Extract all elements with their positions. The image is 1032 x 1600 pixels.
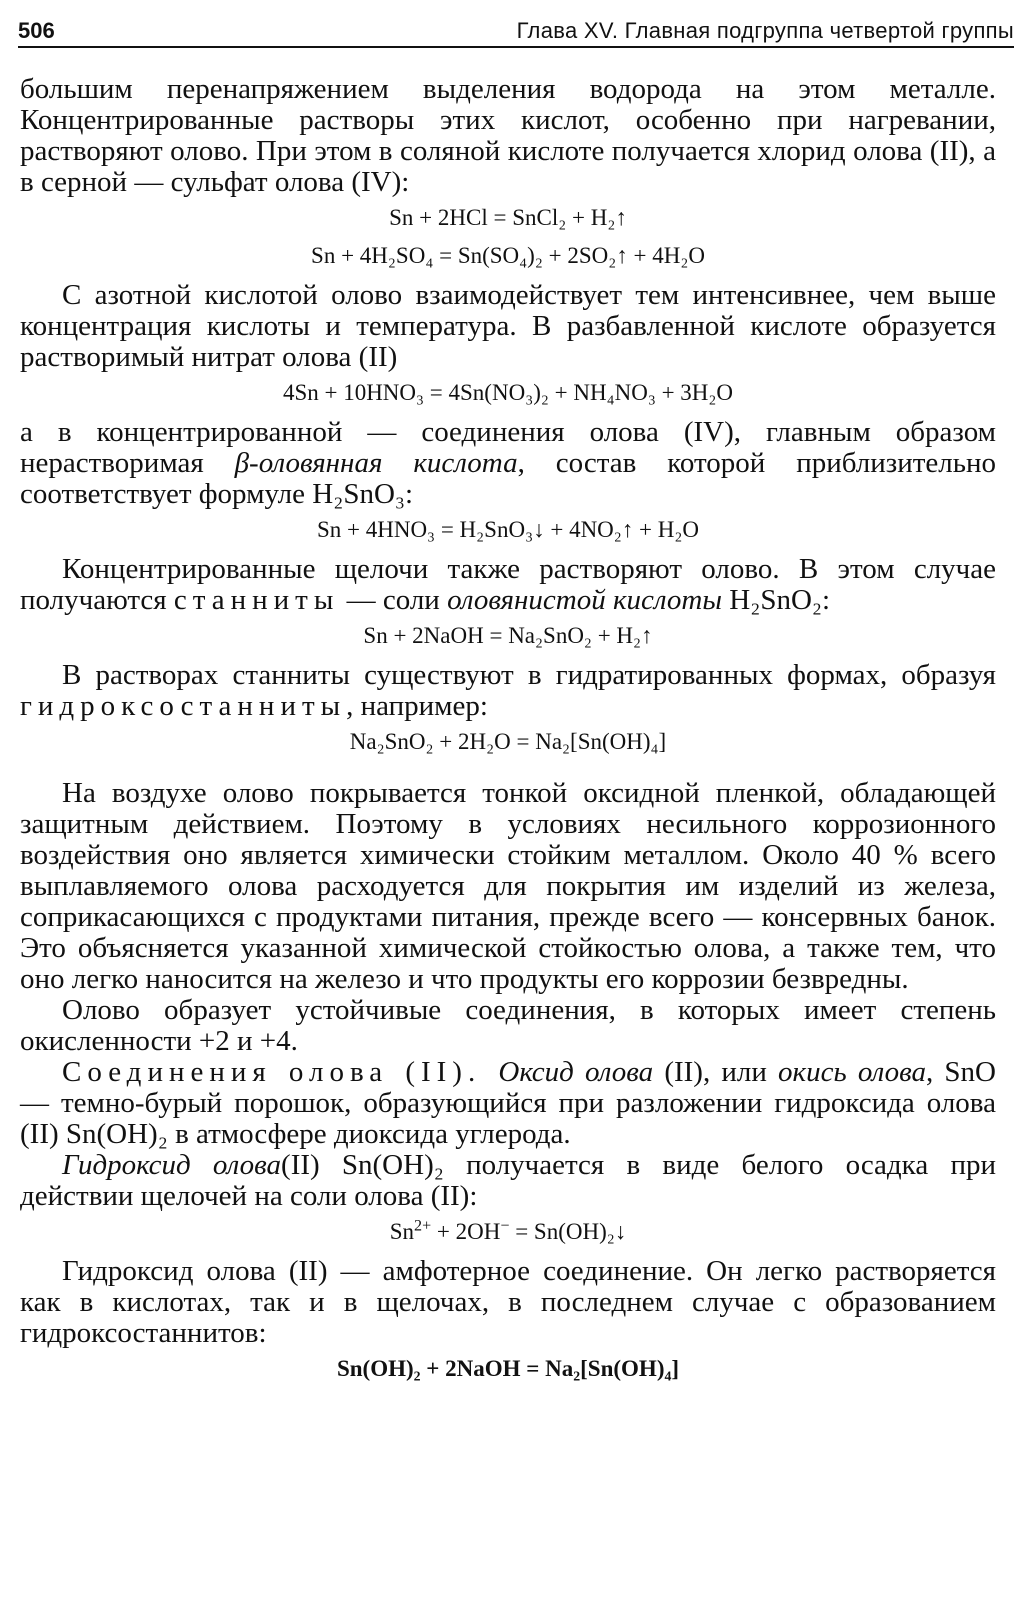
paragraph-5-part-c: , например: [346, 690, 488, 722]
paragraph-2: С азотной кислотой олово взаимодействует тем интенсивнее, чем выше концентрация кислоты и температура. В разбавленной кислоте образуется растворимый нитрат олова (II) [20, 279, 996, 373]
paragraph-4-part-a: Концентрированные щелочи также растворяют олово. В этом случае получаются [20, 553, 996, 616]
hydroxostannites-term: гидроксостанниты [20, 690, 347, 722]
body-text [20, 74, 996, 1393]
page-number: 506 [18, 18, 55, 43]
paragraph-4 [20, 554, 996, 616]
stannites-term: станниты [173, 584, 340, 616]
equation-5: Sn + 2NaOH = Na₂SnO₂ + H₂↑ [363, 623, 653, 648]
equation-7-part-b: + 2OH [431, 1219, 501, 1244]
paragraph-8 [20, 1057, 996, 1150]
equation-1: Sn + 2HCl = SnCl₂ + H₂↑ [389, 205, 627, 230]
page-header [18, 10, 1014, 48]
paragraph-10: Гидроксид олова (II) — амфотерное соединение. Он легко растворяется как в кислотах, так и в щелочах, в последнем случае с образованием гидроксостаннитов: [20, 1255, 996, 1349]
equation-2: Sn + 4H₂SO₄ = Sn(SO₄)₂ + 2SO₂↑ + 4H₂O [311, 243, 705, 268]
equation-8: Sn(OH)₂ + 2NaOH = Na₂[Sn(OH)₄] [336, 1356, 680, 1381]
paragraph-3-part-c: , состав которой приблизительно соответствует формуле H₂SnO₃: [20, 447, 997, 510]
tin-ii-oxide-term: Оксид олова [498, 1056, 654, 1088]
paragraph-6: На воздухе олово покрывается тонкой оксидной пленкой, обладающей защитным действием. Поэтому в условиях несильного коррозионного воздействия оно является химически стойким металлом. Около 40 % всего выплавляемого олова расходуется для покрытия им изделий из железа, соприкасающихся с продуктами питания, прежде всего — консервных банок. Это объясняется указанной химической стойкостью олова, а также тем, что оно легко наносится на железо и что продукты его коррозии безвредны. [20, 777, 996, 995]
paragraph-8-part-c: (II), или [653, 1056, 779, 1088]
equation-7-part-a: Sn [389, 1219, 415, 1244]
paragraph-7: Олово образует устойчивые соединения, в которых имеет степень окисленности +2 и +4. [20, 994, 996, 1057]
paragraph-1: большим перенапряжением выделения водорода на этом металле. Концентрированные растворы этих кислот, особенно при нагревании, растворяют олово. При этом в соляной кислоте получается хлорид олова (II), а в серной — сульфат олова (IV): [20, 73, 996, 198]
equation-7-charge-1: 2+ [414, 1217, 432, 1235]
paragraph-4-part-c: — соли [339, 584, 448, 616]
paragraph-3-part-a: а в концентрированной — соединения олова (IV), главным образом нерастворимая [20, 416, 996, 479]
paragraph-3 [20, 417, 996, 510]
equation-7-part-c: = Sn(OH)₂↓ [509, 1219, 627, 1244]
beta-stannic-acid-term: β-оловянная кислота [234, 447, 518, 479]
paragraph-9 [20, 1150, 996, 1212]
tin-oxide-term: окись олова [778, 1056, 926, 1088]
paragraph-5 [20, 660, 996, 722]
equation-7 [20, 1218, 996, 1246]
equation-3: 4Sn + 10HNO₃ = 4Sn(NO₃)₂ + NH₄NO₃ + 3H₂O [282, 380, 734, 405]
equation-6: Na₂SnO₂ + 2H₂O = Na₂[Sn(OH)₄] [349, 729, 667, 754]
paragraph-8-part-e: , SnO — темно-бурый порошок, образующийся при разложении гидроксида олова (II) Sn(OH)₂ в атмосфере диоксида углерода. [20, 1056, 996, 1150]
paragraph-5-part-a: В растворах станниты существуют в гидратированных формах, образуя [62, 659, 996, 691]
paragraph-4-part-e: H₂SnO₂: [722, 584, 831, 616]
equation-4: Sn + 4HNO₃ = H₂SnO₃↓ + 4NO₂↑ + H₂O [316, 517, 700, 542]
stannous-acid-term: оловянистой кислоты [447, 584, 723, 616]
section-heading-tin-ii: Соединения олова (II). [62, 1056, 499, 1088]
tin-ii-hydroxide-term: Гидроксид олова [62, 1149, 282, 1181]
paragraph-9-part-b: (II) Sn(OH)₂ получается в виде белого осадка при действии щелочей на соли олова (II): [20, 1149, 996, 1212]
equation-7-charge-2: − [500, 1217, 510, 1235]
running-head: Глава XV. Главная подгруппа четвертой группы [516, 18, 1014, 43]
